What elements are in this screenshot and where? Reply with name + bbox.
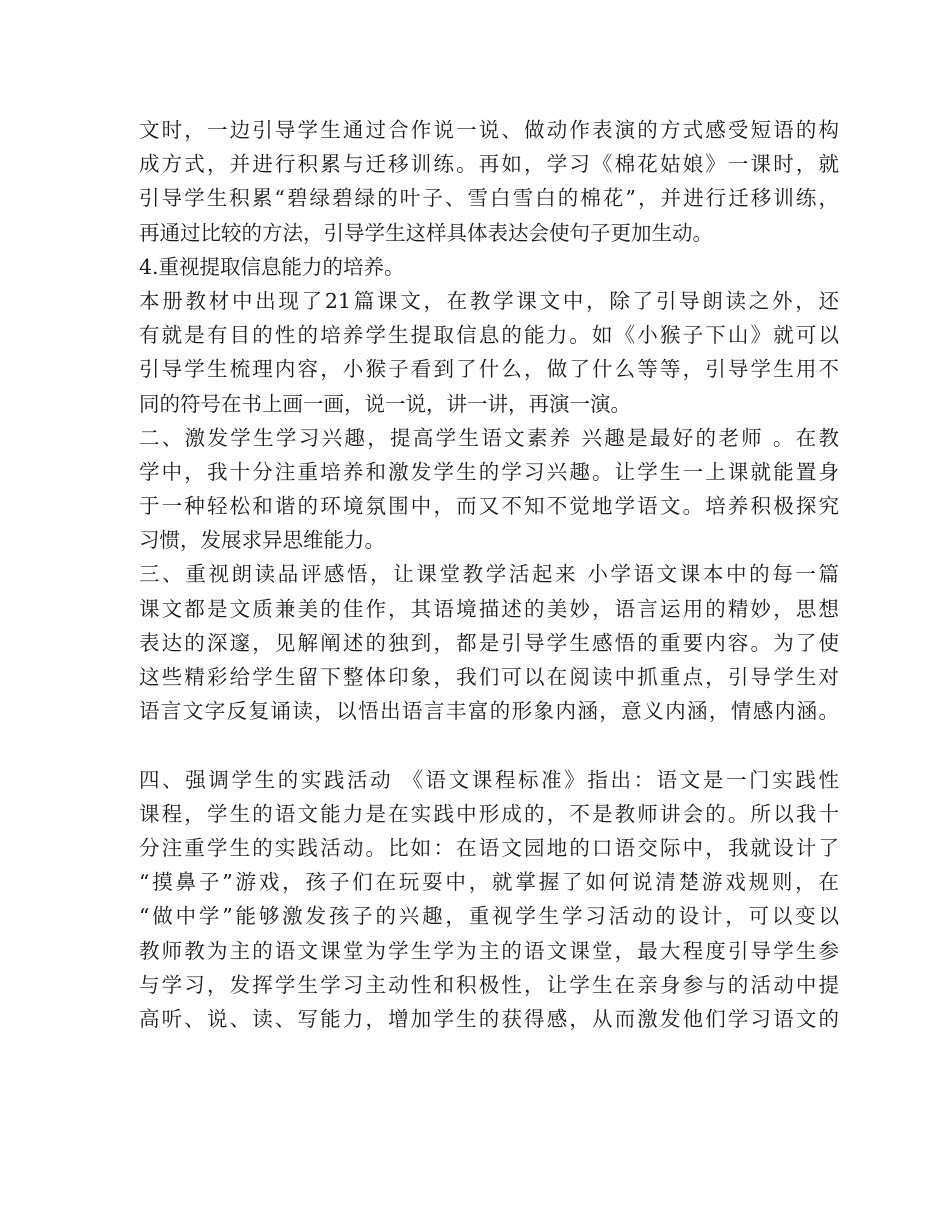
text-line: 习惯，发展求异思维能力。 — [139, 528, 385, 553]
body-text — [139, 113, 839, 1036]
blank-line — [139, 728, 839, 762]
text-line: 分注重学生的实践活动。比如：在语文园地的口语交际中，我就设计了 — [139, 835, 839, 860]
text-line: 课程，学生的语文能力是在实践中形成的，不是教师讲会的。所以我十 — [139, 801, 839, 826]
text-line: 于一种轻松和谐的环境氛围中，而又不知不觉地学语文。培养积极探究 — [139, 494, 839, 519]
text-line: 二、激发学生学习兴趣，提高学生语文素养 兴趣是最好的老师 。在教 — [139, 425, 839, 450]
text-line: 三、重视朗读品评感悟，让课堂教学活起来 小学语文课本中的每一篇 — [139, 562, 839, 587]
text-line: 引导学生梳理内容，小猴子看到了什么，做了什么等等，引导学生用不 — [139, 357, 839, 382]
text-line: 表达的深邃，见解阐述的独到，都是引导学生感悟的重要内容。为了使 — [139, 630, 839, 655]
section-heading: 4.重视提取信息能力的培养。 — [139, 254, 405, 279]
text-line: 课文都是文质兼美的佳作，其语境描述的美妙，语言运用的精妙，思想 — [139, 596, 839, 621]
text-line: 文时，一边引导学生通过合作说一说、做动作表演的方式感受短语的构 — [139, 118, 839, 142]
text-line: 有就是有目的性的培养学生提取信息的能力。如《小猴子下山》就可以 — [139, 323, 839, 348]
text-line: 教师教为主的语文课堂为学生学为主的语文课堂，最大程度引导学生参 — [139, 938, 839, 963]
text-line: 与学习，发挥学生学习主动性和积极性，让学生在亲身参与的活动中提 — [139, 972, 839, 997]
text-line: 引导学生积累“碧绿碧绿的叶子、雪白雪白的棉花”，并进行迁移训练， — [139, 186, 839, 211]
text-line: 本册教材中出现了21篇课文，在教学课文中，除了引导朗读之外，还 — [139, 288, 839, 313]
text-line: 这些精彩给学生留下整体印象，我们可以在阅读中抓重点，引导学生对 — [139, 665, 839, 689]
text-line: 学中，我十分注重培养和激发学生的学习兴趣。让学生一上课就能置身 — [139, 459, 839, 484]
text-line: 同的符号在书上画一画，说一说，讲一讲，再演一演。 — [139, 391, 631, 416]
text-line: 成方式，并进行积累与迁移训练。再如，学习《棉花姑娘》一课时，就 — [139, 152, 839, 177]
text-line: “做中学”能够激发孩子的兴趣，重视学生学习活动的设计，可以变以 — [139, 904, 839, 929]
text-line: 语言文字反复诵读，以悟出语言丰富的形象内涵，意义内涵，情感内涵。 — [139, 699, 839, 724]
text-line: 再通过比较的方法，引导学生这样具体表达会使句子更加生动。 — [139, 220, 713, 245]
text-line: “摸鼻子”游戏，孩子们在玩耍中，就掌握了如何说清楚游戏规则，在 — [139, 870, 839, 895]
text-line: 高听、说、读、写能力，增加学生的获得感，从而激发他们学习语文的 — [139, 1006, 839, 1031]
text-line: 四、强调学生的实践活动 《语文课程标准》指出：语文是一门实践性 — [139, 767, 839, 792]
